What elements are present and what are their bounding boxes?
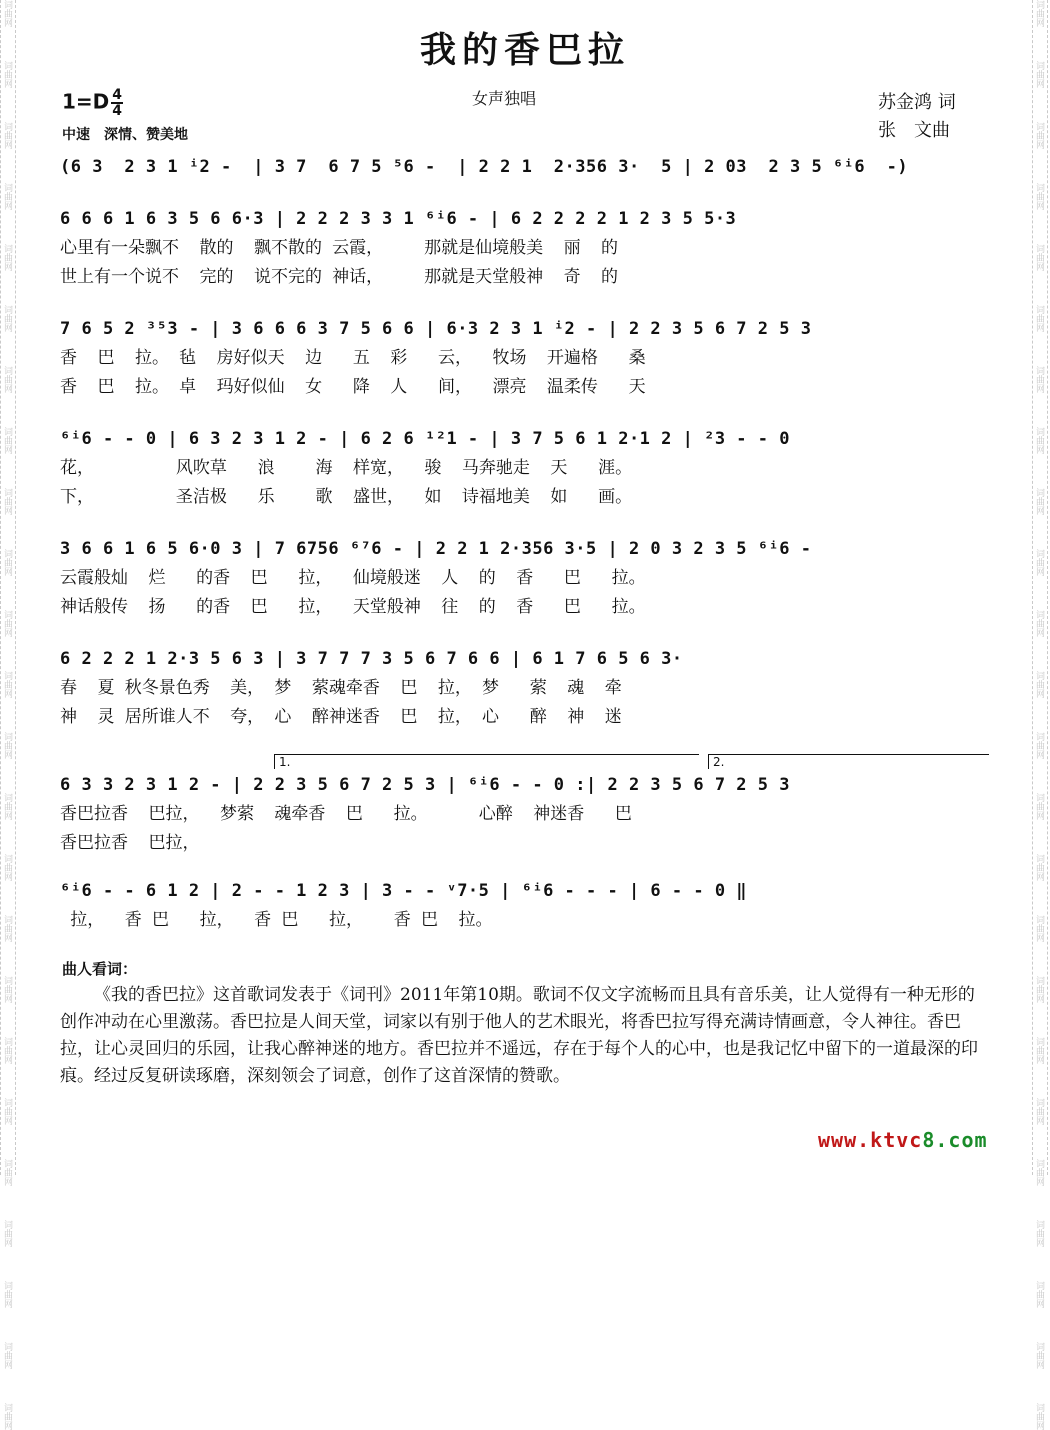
score-system-4 xyxy=(60,424,985,512)
strip-watermark-text: 词曲网 xyxy=(1034,61,1044,88)
strip-watermark-text: 词曲网 xyxy=(1034,732,1044,759)
strip-watermark-text: 词曲网 xyxy=(2,610,12,637)
strip-watermark-text: 词曲网 xyxy=(1034,183,1044,210)
strip-watermark-text: 词曲网 xyxy=(2,0,12,27)
score-system-2 xyxy=(60,204,985,292)
strip-watermark-text: 词曲网 xyxy=(1034,0,1044,27)
strip-watermark-text: 词曲网 xyxy=(2,427,12,454)
notation-line: 6 2 2 2 1 2·3 5 6 3 | 3 7 7 7 3 5 6 7 6 6 | 6 1 7 6 5 6 3· xyxy=(60,649,683,669)
second-ending-bracket: 2. xyxy=(708,754,989,769)
strip-watermark-text: 词曲网 xyxy=(1034,122,1044,149)
strip-watermark-text: 词曲网 xyxy=(2,244,12,271)
strip-watermark-text: 词曲网 xyxy=(1034,854,1044,881)
strip-watermark-text: 词曲网 xyxy=(1034,793,1044,820)
strip-watermark-text: 词曲网 xyxy=(2,1342,12,1369)
strip-watermark-text: 词曲网 xyxy=(1034,1098,1044,1125)
strip-watermark-text: 词曲网 xyxy=(2,1098,12,1125)
score-system-8 xyxy=(60,876,985,935)
strip-watermark-text: 词曲网 xyxy=(2,671,12,698)
notation-line: ⁶ⁱ6 - - 0 | 6 3 2 3 1 2 - | 6 2 6 ¹²1 - | 3 7 5 6 1 2·1 2 | ²3 - - 0 xyxy=(60,429,790,449)
notation-line: 3 6 6 1 6 5 6·0 3 | 7 6756 ⁶⁷6 - | 2 2 1 2·356 3·5 | 2 0 3 2 3 5 ⁶ⁱ6 - xyxy=(60,539,812,559)
strip-watermark-text: 词曲网 xyxy=(2,366,12,393)
strip-watermark-text: 词曲网 xyxy=(1034,1159,1044,1186)
notation-line: 6 6 6 1 6 3 5 6 6·3 | 2 2 2 3 3 1 ⁶ⁱ6 - | 6 2 2 2 2 1 2 3 5 5·3 xyxy=(60,209,737,229)
score-system-1 xyxy=(60,152,985,182)
lyric-verse-2: 下， 圣洁极 乐 歌 盛世， 如 诗福地美 如 画。 xyxy=(60,487,633,507)
lyric-verse-1: 香 巴 拉。 毡 房好似天 边 五 彩 云， 牧场 开遍格 桑 xyxy=(60,348,646,368)
key-and-time-signature xyxy=(62,88,123,118)
lyric-verse-2: 香 巴 拉。 卓 玛好似仙 女 降 人 间， 漂亮 温柔传 天 xyxy=(60,377,646,397)
strip-watermark-text: 词曲网 xyxy=(2,1159,12,1186)
watermark-part-2: 8.com xyxy=(922,1128,988,1152)
notation-line: 6 3 3 2 3 1 2 - | 2 2 3 5 6 7 2 5 3 | ⁶ⁱ6 - - 0 :| 2 2 3 5 6 7 2 5 3 xyxy=(60,775,790,795)
commentary-paragraph: 《我的香巴拉》这首歌词发表于《词刊》2011年第10期。歌词不仅文字流畅而且具有音乐美，让人觉得有一种无形的创作冲动在心里激荡。香巴拉是人间天堂，词家以有别于他人的艺术眼光，将香巴拉写得充满诗情画意，令人神往。香巴拉，让心灵回归的乐园，让我心醉神迷的地方。香巴拉并不遥远，存在于每个人的心中，也是我记忆中留下的一道最深的印痕。经过反复研读琢磨，深刻领会了词意，创作了这首深情的赞歌。 xyxy=(60,985,978,1086)
strip-watermark-text: 词曲网 xyxy=(1034,1037,1044,1064)
strip-watermark-text: 词曲网 xyxy=(1034,244,1044,271)
strip-watermark-text: 词曲网 xyxy=(2,305,12,332)
strip-watermark-text: 词曲网 xyxy=(1034,1403,1044,1430)
score-system-6 xyxy=(60,644,985,732)
lyric-verse-2: 香巴拉香 巴拉， xyxy=(60,833,200,853)
strip-watermark-text: 词曲网 xyxy=(2,488,12,515)
notation-line: 7 6 5 2 ³⁵3 - | 3 6 6 6 3 7 5 6 6 | 6·3 2 3 1 ⁱ2 - | 2 2 3 5 6 7 2 5 3 xyxy=(60,319,812,339)
strip-watermark-text: 词曲网 xyxy=(2,976,12,1003)
lyric-verse-2: 世上有一个说不 完的 说不完的 神话， 那就是天堂般神 奇 的 xyxy=(60,267,619,287)
strip-watermark-text: 词曲网 xyxy=(1034,305,1044,332)
strip-watermark-text: 词曲网 xyxy=(2,122,12,149)
notation-line: ⁶ⁱ6 - - 6 1 2 | 2 - - 1 2 3 | 3 - - ᵛ7·5 | ⁶ⁱ6 - - - | 6 - - 0 ‖ xyxy=(60,881,748,901)
strip-watermark-text: 词曲网 xyxy=(1034,488,1044,515)
song-title: 我的香巴拉 xyxy=(419,29,630,71)
strip-watermark-text: 词曲网 xyxy=(2,915,12,942)
commentary-heading: 曲人看词： xyxy=(62,960,138,978)
lyric-verse-1: 春 夏 秋冬景色秀 美， 梦 萦魂牵香 巴 拉， 梦 萦 魂 牵 xyxy=(60,678,622,698)
strip-watermark-text: 词曲网 xyxy=(2,1403,12,1430)
score-system-5 xyxy=(60,534,985,622)
left-watermark-strip xyxy=(0,0,16,1430)
strip-watermark-text: 词曲网 xyxy=(1034,671,1044,698)
strip-watermark-text: 词曲网 xyxy=(1034,610,1044,637)
strip-watermark-text: 词曲网 xyxy=(2,793,12,820)
strip-watermark-text: 词曲网 xyxy=(2,1220,12,1247)
performance-style: 女声独唱 xyxy=(472,89,537,108)
key-signature: 1=D xyxy=(62,89,110,114)
strip-watermark-text: 词曲网 xyxy=(1034,1220,1044,1247)
time-signature-top: 4 xyxy=(112,87,123,103)
time-signature-bottom: 4 xyxy=(112,103,123,119)
strip-watermark-text: 词曲网 xyxy=(1034,366,1044,393)
watermark-part-1: www.ktvc xyxy=(818,1128,923,1152)
strip-watermark-text: 词曲网 xyxy=(2,183,12,210)
composer-credit: 张 文曲 xyxy=(878,120,950,141)
score-system-7 xyxy=(60,755,985,858)
notation-line: (6 3 2 3 1 ⁱ2 - | 3 7 6 7 5 ⁵6 - | 2 2 1 2·356 3· 5 | 2 03 2 3 5 ⁶ⁱ6 -) xyxy=(60,157,909,177)
lyric-verse-1: 拉， 香 巴 拉， 香 巴 拉， 香 巴 拉。 xyxy=(60,910,493,930)
strip-watermark-text: 词曲网 xyxy=(2,732,12,759)
lyric-verse-2: 神 灵 居所谁人不 夸， 心 醉神迷香 巴 拉， 心 醉 神 迷 xyxy=(60,707,622,727)
lyric-verse-1: 云霞般灿 烂 的香 巴 拉， 仙境般迷 人 的 香 巴 拉。 xyxy=(60,568,646,588)
strip-watermark-text: 词曲网 xyxy=(2,1037,12,1064)
lyric-verse-2: 神话般传 扬 的香 巴 拉， 天堂般神 往 的 香 巴 拉。 xyxy=(60,597,646,617)
lyric-verse-1: 心里有一朵飘不 散的 飘不散的 云霞， 那就是仙境般美 丽 的 xyxy=(60,238,619,258)
score-system-3 xyxy=(60,314,985,402)
strip-watermark-text: 词曲网 xyxy=(2,854,12,881)
strip-watermark-text: 词曲网 xyxy=(2,61,12,88)
lyric-verse-1: 香巴拉香 巴拉， 梦萦 魂牵香 巴 拉。 心醉 神迷香 巴 xyxy=(60,804,632,824)
time-signature xyxy=(111,88,123,118)
first-ending-bracket: 1. xyxy=(274,754,699,769)
right-watermark-strip xyxy=(1032,0,1048,1430)
lyricist-credit: 苏金鸿 词 xyxy=(878,92,956,113)
site-watermark xyxy=(818,1128,988,1152)
strip-watermark-text: 词曲网 xyxy=(2,549,12,576)
strip-watermark-text: 词曲网 xyxy=(1034,915,1044,942)
strip-watermark-text: 词曲网 xyxy=(1034,1342,1044,1369)
strip-watermark-text: 词曲网 xyxy=(1034,976,1044,1003)
strip-watermark-text: 词曲网 xyxy=(2,1281,12,1308)
strip-watermark-text: 词曲网 xyxy=(1034,549,1044,576)
strip-watermark-text: 词曲网 xyxy=(1034,427,1044,454)
lyric-verse-1: 花， 风吹草 浪 海 样宽， 骏 马奔驰走 天 涯。 xyxy=(60,458,633,478)
strip-watermark-text: 词曲网 xyxy=(1034,1281,1044,1308)
tempo-marking: 中速 深情、赞美地 xyxy=(62,127,188,143)
